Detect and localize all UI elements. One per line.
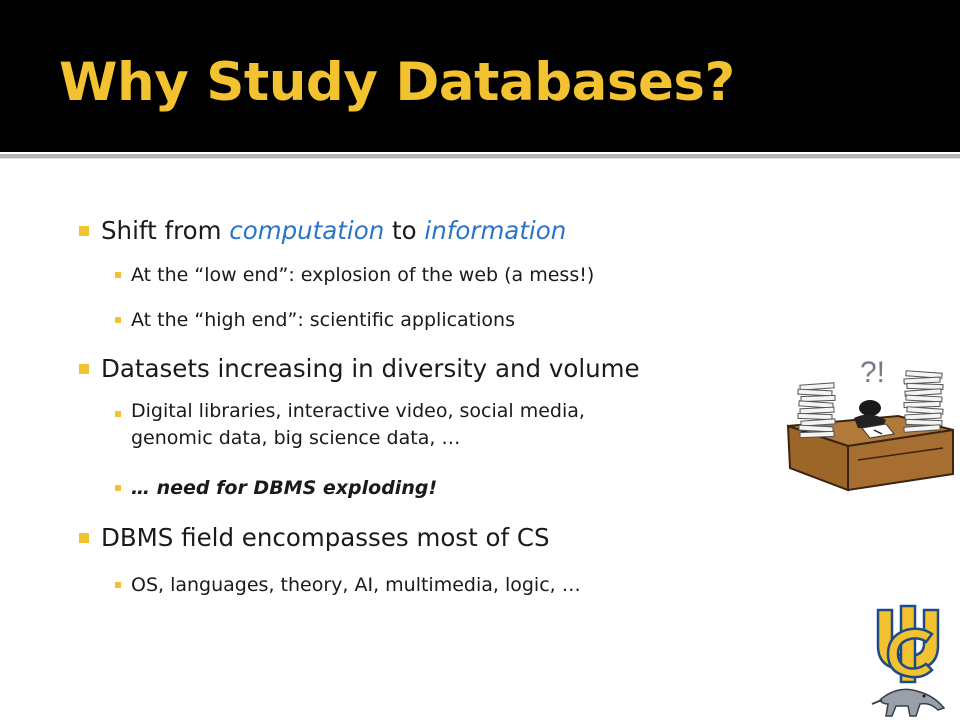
illustration-caption: ?!	[860, 356, 886, 389]
sub-bullet-item: At the “low end”: explosion of the web (a mess!)	[131, 264, 595, 286]
sub-bullet-item: Digital libraries, interactive video, social media, genomic data, big science data, …	[131, 398, 671, 452]
uci-anteater-logo	[868, 604, 948, 720]
bullet-item: Datasets increasing in diversity and volume	[101, 354, 640, 383]
bullet-text: to	[384, 216, 425, 245]
bullet-emphasis: computation	[229, 216, 385, 245]
sub-bullet-item: OS, languages, theory, AI, multimedia, logic, …	[131, 574, 581, 596]
bullet-emphasis: information	[424, 216, 567, 245]
sub-bullet-item: … need for DBMS exploding!	[131, 477, 438, 499]
bullet-item	[101, 216, 566, 245]
slide-title: Why Study Databases?	[59, 52, 735, 113]
bullet-item: DBMS field encompasses most of CS	[101, 523, 550, 552]
sub-bullet-item: At the “high end”: scientific applications	[131, 309, 515, 331]
bullet-text: Shift from	[101, 216, 230, 245]
overworked-desk-icon	[778, 364, 956, 494]
